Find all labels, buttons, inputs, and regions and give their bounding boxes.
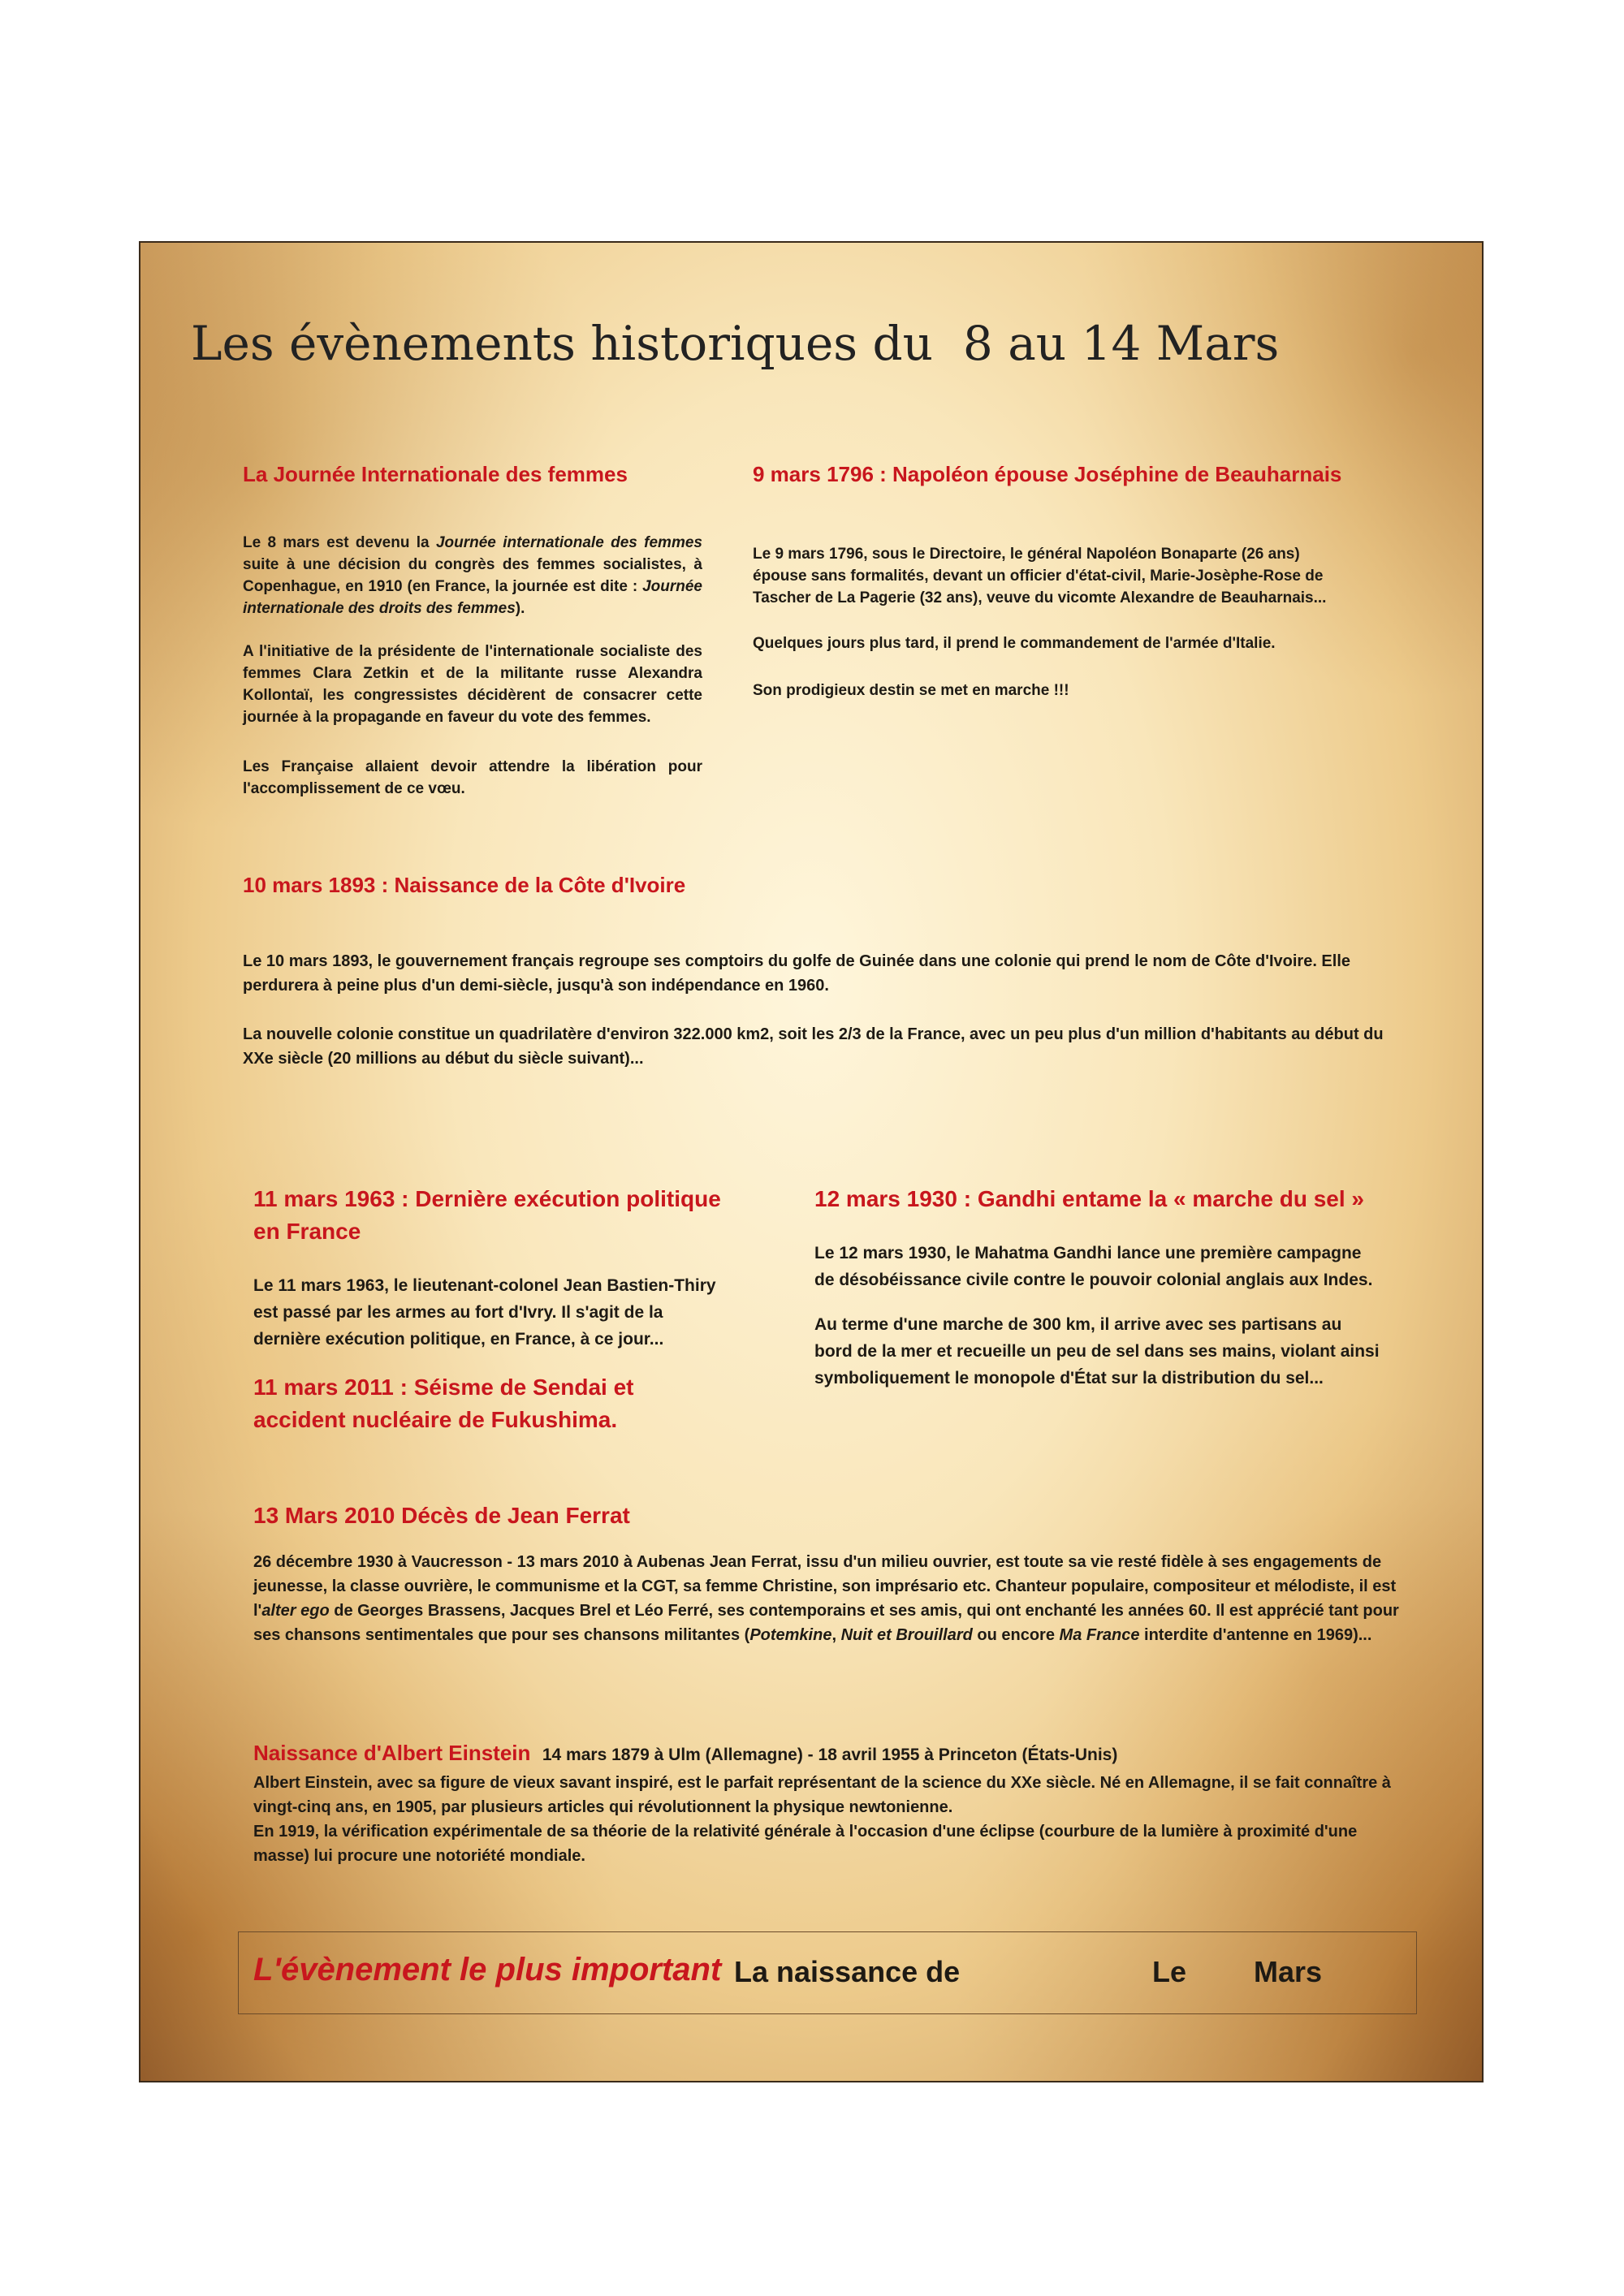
text-einstein-1: Albert Einstein, avec sa figure de vieux savant inspiré, est le parfait représentant de la science du XXe siècle. Né en Allemagne, il se fait connaître à vingt-cinq ans, en 1905, par plusieurs articles qui révolutionnent la physique newtonienne. [253, 1774, 1391, 1816]
text-gandhi-2: Au terme d'une marche de 300 km, il arrive avec ses partisans au bord de la mer et recueille un peu de sel dans ses mains, violant ainsi symboliquement le monopole d'État sur la distribution du sel... [814, 1315, 1380, 1388]
text-napoleon-3: Son prodigieux destin se met en marche !!! [753, 682, 1069, 699]
heading-ferrat: 13 Mars 2010 Décès de Jean Ferrat [253, 1503, 630, 1528]
text-einstein-2: En 1919, la vérification expérimentale de sa théorie de la relativité générale à l'occasion d'une éclipse (courbure de la lumière à proximité d'une masse) lui procure une notoriété mondiale. [253, 1823, 1358, 1865]
heading-gandhi: 12 mars 1930 : Gandhi entame la « marche du sel » [814, 1186, 1364, 1211]
text-femmes-2: A l'initiative de la présidente de l'internationale socialiste des femmes Clara Zetkin et de la militante russe Alexandra Kollontaï, les congressistes décidèrent de consacrer cette journée à la propagande en faveur du vote des femmes. [243, 643, 702, 726]
text-gandhi-1: Le 12 mars 1930, le Mahatma Gandhi lance une première campagne de désobéissance civile contre le pouvoir colonial anglais aux Indes. [814, 1244, 1373, 1289]
parchment-page [139, 241, 1484, 2082]
heading-femmes: La Journée Internationale des femmes [243, 462, 628, 486]
important-event-label: L'évènement le plus important [253, 1952, 722, 1987]
text-ferrat-1: 26 décembre 1930 à Vaucresson - 13 mars 2010 à Aubenas Jean Ferrat, issu d'un milieu ouvrier, est toute sa vie resté fidèle à ses engagements de jeunesse, la classe ouvrière, le communisme et la CGT, sa femme Christine, son imprésario etc. Chanteur populaire, compositeur et mélodiste, il est l'alter ego de Georges Brassens, Jacques Brel et Léo Ferré, ses contemporains et ses amis, qui ont enchanté les années 60. Il est apprécié tant pour ses chansons sentimentales que pour ses chansons militantes (Potemkine, Nuit et Brouillard ou encore Ma France interdite d'antenne en 1969)... [253, 1553, 1399, 1644]
important-event-box [238, 1931, 1417, 2014]
text-execution-1: Le 11 mars 1963, le lieutenant-colonel Jean Bastien-Thiry est passé par les armes au fort d'Ivry. Il s'agit de la dernière exécution politique, en France, à ce jour... [253, 1276, 716, 1349]
text-napoleon-1: Le 9 mars 1796, sous le Directoire, le général Napoléon Bonaparte (26 ans) épouse sans formalités, devant un officier d'état-civil, Marie-Josèphe-Rose de Tascher de La Pagerie (32 ans), veuve du vicomte Alexandre de Beauharnais... [753, 546, 1327, 606]
heading-ivoire: 10 mars 1893 : Naissance de la Côte d'Ivoire [243, 873, 686, 897]
einstein-header-line [253, 1741, 1423, 1766]
text-femmes-3: Les Française allaient devoir attendre la libération pour l'accomplissement de ce vœu. [243, 758, 702, 797]
text-ivoire-1: Le 10 mars 1893, le gouvernement français regroupe ses comptoirs du golfe de Guinée dans une colonie qui prend le nom de Côte d'Ivoire. Elle perdurera à peine plus d'un demi-siècle, jusqu'à son indépendance en 1960. [243, 952, 1351, 995]
text-napoleon-2: Quelques jours plus tard, il prend le commandement de l'armée d'Italie. [753, 635, 1276, 652]
text-ivoire-2: La nouvelle colonie constitue un quadrilatère d'environ 322.000 km2, soit les 2/3 de la France, avec un peu plus d'un million d'habitants au début du XXe siècle (20 millions au début du siècle suivant)... [243, 1025, 1384, 1068]
important-event-text: La naissance de [734, 1955, 961, 1988]
page-title: Les évènements historiques du 8 au 14 Mars [191, 316, 1280, 371]
heading-napoleon: 9 mars 1796 : Napoléon épouse Joséphine de Beauharnais [753, 462, 1342, 486]
important-event-month-label: Mars [1254, 1955, 1323, 1988]
heading-sendai: 11 mars 2011 : Séisme de Sendai et accident nucléaire de Fukushima. [253, 1375, 634, 1432]
einstein-dates: 14 mars 1879 à Ulm (Allemagne) - 18 avril 1955 à Princeton (États-Unis) [542, 1746, 1118, 1764]
heading-einstein: Naissance d'Albert Einstein [253, 1741, 531, 1765]
text-femmes-1: Le 8 mars est devenu la Journée internationale des femmes suite à une décision du congrès des femmes socialistes, à Copenhague, en 1910 (en France, la journée est dite : Journée internationale des droits des femmes). [243, 534, 702, 617]
important-event-day-label: Le [1152, 1955, 1187, 1988]
heading-execution: 11 mars 1963 : Dernière exécution politique en France [253, 1186, 721, 1244]
